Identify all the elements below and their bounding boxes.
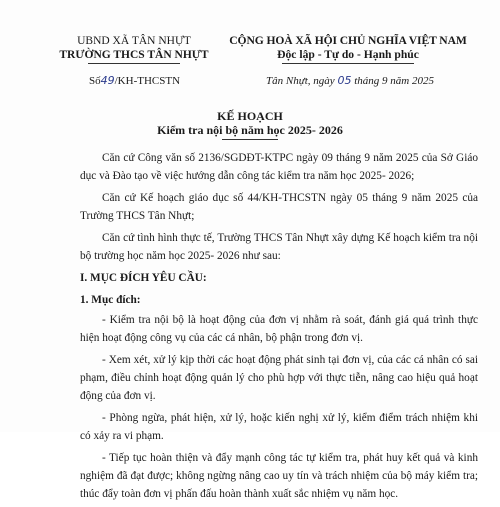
document-title: KẾ HOẠCH bbox=[217, 109, 283, 123]
issuer-unit: UBND XÃ TÂN NHỰT bbox=[77, 35, 191, 47]
doc-number-suffix: /KH-THCSTN bbox=[114, 75, 181, 87]
purpose-item-2: - Xem xét, xử lý kịp thời các hoạt động phát sinh tại đơn vị, của các cá nhân có sai phạm, điều chỉnh hoạt động quản lý cho phù hợp với thực tiễn, nâng cao hiệu quả hoạt động của đơn vị. bbox=[80, 354, 478, 402]
issuer-school: TRƯỜNG THCS TÂN NHỰT bbox=[59, 49, 209, 61]
purpose-item-4: - Tiếp tục hoàn thiện và đẩy mạnh công tác tự kiểm tra, phát huy kết quả và kinh nghiệm đã đạt được; không ngừng nâng cao uy tín và trách nhiệm của bộ máy kiểm tra; thúc đẩy toàn đơn vị phấn đấu hoàn thành xuất sắc nhiệm vụ năm học. bbox=[80, 452, 478, 500]
section-heading: I. MỤC ĐÍCH YÊU CẦU: bbox=[80, 272, 207, 284]
basis-paragraph-2: Căn cứ Kế hoạch giáo dục số 44/KH-THCSTN ngày 05 tháng 9 năm 2025 của Trường THCS Tân Nhựt; bbox=[80, 192, 478, 222]
subtitle-underline bbox=[222, 139, 278, 140]
purpose-item-3: - Phòng ngừa, phát hiện, xử lý, hoặc kiến nghị xử lý, kiểm điểm trách nhiệm khi có xảy ra vi phạm. bbox=[80, 412, 478, 442]
document-date bbox=[250, 74, 450, 87]
issuer-underline bbox=[88, 63, 180, 64]
date-day-handwritten: 05 bbox=[337, 74, 352, 87]
national-motto: Độc lập - Tự do - Hạnh phúc bbox=[277, 48, 419, 61]
document-number bbox=[89, 74, 180, 87]
national-title: CỘNG HOÀ XÃ HỘI CHỦ NGHĨA VIỆT NAM bbox=[229, 34, 467, 47]
date-suffix: tháng 9 năm 2025 bbox=[354, 75, 434, 87]
document-subtitle: Kiểm tra nội bộ năm học 2025- 2026 bbox=[157, 123, 343, 137]
issuer-block bbox=[50, 34, 218, 64]
subsection-heading: 1. Mục đích: bbox=[80, 294, 141, 306]
purpose-item-1: - Kiểm tra nội bộ là hoạt động của đơn vị nhằm rà soát, đánh giá quá trình thực hiện hoạt động công vụ của các cá nhân, bộ phận trong đơn vị. bbox=[80, 314, 478, 344]
doc-number-prefix: Số bbox=[89, 75, 101, 87]
basis-paragraph-1: Căn cứ Công văn số 2136/SGDĐT-KTPC ngày 09 tháng 9 năm 2025 của Sở Giáo dục và Đào tạo về việc hướng dẫn công tác kiểm tra năm học 2025- 2026; bbox=[80, 152, 478, 182]
motto-underline bbox=[282, 63, 414, 64]
national-header bbox=[222, 34, 474, 64]
basis-paragraph-3: Căn cứ tình hình thực tế, Trường THCS Tân Nhựt xây dựng Kế hoạch kiểm tra nội bộ trường học năm học 2025- 2026 như sau: bbox=[80, 232, 478, 262]
document-body bbox=[80, 149, 478, 507]
date-prefix: Tân Nhựt, ngày bbox=[266, 75, 335, 87]
doc-number-handwritten: 49 bbox=[100, 74, 115, 87]
